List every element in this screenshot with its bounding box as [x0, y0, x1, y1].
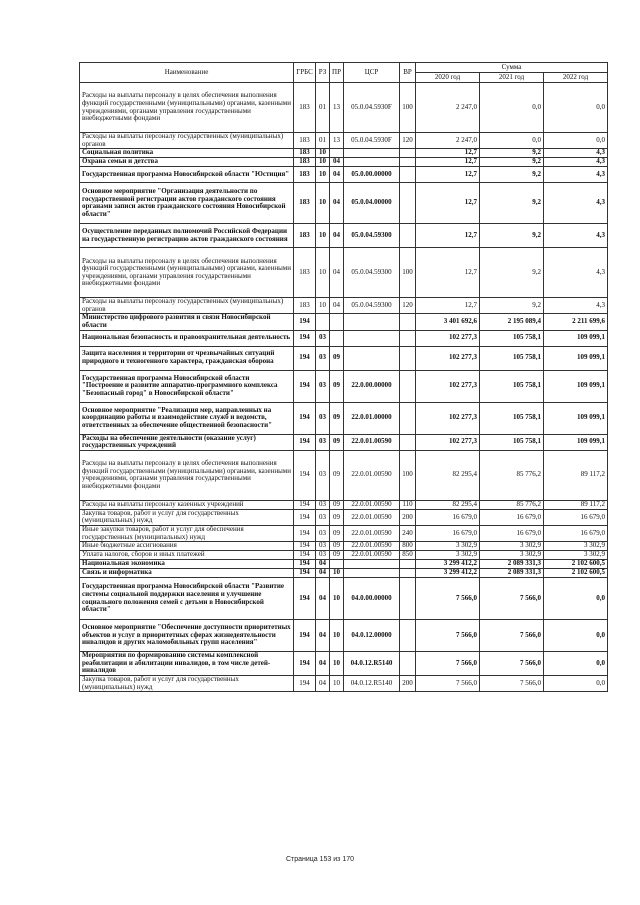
- cell-2021: 85 776,2: [480, 500, 544, 509]
- cell-name: Государственная программа Новосибирской области "Юстиция": [80, 167, 294, 183]
- table-row: [80, 402, 608, 434]
- cell-name: Осуществление переданных полномочий Российской Федерации на государственную регистрацию актов гражданского состояния: [80, 224, 294, 248]
- cell-name: Расходы на выплаты персоналу казенных учреждений: [80, 500, 294, 509]
- header-rz: РЗ: [316, 63, 330, 83]
- cell-pr: 09: [330, 370, 344, 402]
- cell-grbs: 183: [294, 298, 316, 314]
- cell-csr: [344, 330, 400, 346]
- cell-csr: 05.0.04.59300: [344, 248, 400, 298]
- cell-pr: [330, 560, 344, 569]
- cell-rz: 03: [316, 346, 330, 370]
- cell-name: Закупка товаров, работ и услуг для государственных (муниципальных) нужд: [80, 676, 294, 692]
- cell-pr: 04: [330, 224, 344, 248]
- cell-2021: 105 758,1: [480, 346, 544, 370]
- cell-grbs: 183: [294, 183, 316, 224]
- table-row: [80, 569, 608, 578]
- page-footer: Страница 153 из 170: [285, 856, 355, 863]
- cell-2022: 0,0: [544, 620, 608, 652]
- cell-vr: 100: [400, 248, 416, 298]
- cell-csr: [344, 158, 400, 167]
- header-name: Наименование: [80, 63, 294, 83]
- cell-csr: [344, 560, 400, 569]
- cell-2021: 2 089 331,3: [480, 560, 544, 569]
- cell-pr: 04: [330, 167, 344, 183]
- cell-grbs: 194: [294, 346, 316, 370]
- cell-name: Национальная безопасность и правоохранительная деятельность: [80, 330, 294, 346]
- cell-2020: 3 401 692,6: [416, 314, 480, 330]
- cell-csr: 22.0.01.00590: [344, 500, 400, 509]
- cell-2020: 12,7: [416, 224, 480, 248]
- cell-pr: 04: [330, 248, 344, 298]
- cell-2020: 3 299 412,2: [416, 569, 480, 578]
- cell-2020: 82 295,4: [416, 500, 480, 509]
- cell-rz: 03: [316, 330, 330, 346]
- cell-rz: 10: [316, 149, 330, 158]
- table-row: [80, 525, 608, 541]
- cell-2020: 102 277,3: [416, 370, 480, 402]
- cell-2021: 16 679,0: [480, 509, 544, 525]
- cell-2021: 9,2: [480, 298, 544, 314]
- header-year-2021: 2021 год: [480, 73, 544, 83]
- cell-2020: 7 566,0: [416, 620, 480, 652]
- cell-2021: 0,0: [480, 83, 544, 133]
- cell-csr: [344, 149, 400, 158]
- cell-2020: 3 299 412,2: [416, 560, 480, 569]
- table-row: [80, 298, 608, 314]
- cell-name: Охрана семьи и детства: [80, 158, 294, 167]
- cell-csr: 22.0.01.00590: [344, 509, 400, 525]
- cell-rz: 03: [316, 450, 330, 500]
- cell-name: Расходы на обеспечение деятельности (оказание услуг) государственных учреждений: [80, 434, 294, 450]
- cell-csr: 22.0.01.00590: [344, 434, 400, 450]
- cell-pr: 10: [330, 676, 344, 692]
- cell-name: Национальная экономика: [80, 560, 294, 569]
- cell-name: Социальная политика: [80, 149, 294, 158]
- cell-2020: 102 277,3: [416, 330, 480, 346]
- cell-2022: 4,3: [544, 167, 608, 183]
- cell-vr: 800: [400, 542, 416, 551]
- cell-grbs: 194: [294, 434, 316, 450]
- cell-rz: 04: [316, 620, 330, 652]
- cell-grbs: 194: [294, 652, 316, 676]
- cell-csr: 05.0.04.59300: [344, 224, 400, 248]
- cell-grbs: 194: [294, 450, 316, 500]
- cell-grbs: 194: [294, 560, 316, 569]
- cell-vr: [400, 569, 416, 578]
- cell-pr: 10: [330, 578, 344, 620]
- cell-grbs: 183: [294, 167, 316, 183]
- cell-2022: 0,0: [544, 83, 608, 133]
- cell-vr: 200: [400, 676, 416, 692]
- cell-2022: 2 102 600,5: [544, 560, 608, 569]
- cell-grbs: 194: [294, 330, 316, 346]
- cell-vr: 110: [400, 500, 416, 509]
- cell-name: Расходы на выплаты персоналу государственных (муниципальных) органов: [80, 133, 294, 149]
- cell-2022: 16 679,0: [544, 525, 608, 541]
- table-row: [80, 620, 608, 652]
- table-row: [80, 434, 608, 450]
- cell-grbs: 194: [294, 542, 316, 551]
- cell-grbs: 194: [294, 620, 316, 652]
- cell-name: Иные закупки товаров, работ и услуг для обеспечения государственных (муниципальных) нужд: [80, 525, 294, 541]
- cell-vr: [400, 183, 416, 224]
- table-row: [80, 183, 608, 224]
- header-pr: ПР: [330, 63, 344, 83]
- cell-pr: 10: [330, 569, 344, 578]
- cell-2020: 102 277,3: [416, 346, 480, 370]
- cell-2022: 2 211 699,6: [544, 314, 608, 330]
- cell-2020: 16 679,0: [416, 509, 480, 525]
- cell-csr: 04.0.00.00000: [344, 578, 400, 620]
- cell-2022: 89 117,2: [544, 500, 608, 509]
- table-row: [80, 560, 608, 569]
- cell-2021: 7 566,0: [480, 676, 544, 692]
- cell-pr: [330, 330, 344, 346]
- cell-grbs: 194: [294, 402, 316, 434]
- cell-csr: [344, 569, 400, 578]
- cell-vr: [400, 224, 416, 248]
- cell-pr: 10: [330, 620, 344, 652]
- cell-pr: 09: [330, 402, 344, 434]
- cell-grbs: 183: [294, 83, 316, 133]
- cell-grbs: 194: [294, 314, 316, 330]
- cell-vr: 100: [400, 450, 416, 500]
- cell-2021: 105 758,1: [480, 330, 544, 346]
- cell-2021: 0,0: [480, 133, 544, 149]
- cell-csr: 05.0.04.5930F: [344, 133, 400, 149]
- cell-2021: 9,2: [480, 248, 544, 298]
- cell-grbs: 183: [294, 224, 316, 248]
- header-year-2020: 2020 год: [416, 73, 480, 83]
- cell-2022: 0,0: [544, 676, 608, 692]
- cell-rz: 03: [316, 402, 330, 434]
- cell-2020: 12,7: [416, 158, 480, 167]
- cell-rz: 10: [316, 183, 330, 224]
- cell-name: Иные бюджетные ассигнования: [80, 542, 294, 551]
- cell-csr: 05.0.04.59300: [344, 298, 400, 314]
- cell-name: Расходы на выплаты персоналу государственных (муниципальных) органов: [80, 298, 294, 314]
- cell-pr: 13: [330, 83, 344, 133]
- cell-2020: 16 679,0: [416, 525, 480, 541]
- cell-2022: 0,0: [544, 652, 608, 676]
- table-row: [80, 370, 608, 402]
- cell-csr: [344, 314, 400, 330]
- cell-rz: 01: [316, 83, 330, 133]
- cell-2022: 109 099,1: [544, 402, 608, 434]
- cell-grbs: 183: [294, 133, 316, 149]
- header-year-2022: 2022 год: [544, 73, 608, 83]
- table-row: [80, 167, 608, 183]
- cell-pr: 09: [330, 509, 344, 525]
- cell-2020: 102 277,3: [416, 434, 480, 450]
- cell-2020: 12,7: [416, 183, 480, 224]
- cell-2022: 4,3: [544, 183, 608, 224]
- cell-pr: 09: [330, 525, 344, 541]
- cell-pr: 09: [330, 500, 344, 509]
- cell-name: Связь и информатика: [80, 569, 294, 578]
- cell-rz: 04: [316, 569, 330, 578]
- cell-name: Расходы на выплаты персоналу в целях обеспечения выполнения функций государственными (муниципальными) органами, казенными учреждениями, органами управления государственными внебюджетными фондами: [80, 248, 294, 298]
- cell-2022: 0,0: [544, 578, 608, 620]
- cell-2022: 3 302,9: [544, 542, 608, 551]
- cell-rz: 10: [316, 248, 330, 298]
- cell-2022: 0,0: [544, 133, 608, 149]
- cell-name: Министерство цифрового развития и связи Новосибирской области: [80, 314, 294, 330]
- cell-2022: 109 099,1: [544, 434, 608, 450]
- cell-csr: 22.0.01.00000: [344, 402, 400, 434]
- cell-csr: 22.0.00.00000: [344, 370, 400, 402]
- cell-2021: 9,2: [480, 183, 544, 224]
- cell-name: Государственная программа Новосибирской области "Развитие системы социальной поддержки населения и улучшение социального положения семей с детьми в Новосибирской области": [80, 578, 294, 620]
- cell-pr: [330, 149, 344, 158]
- table-row: [80, 652, 608, 676]
- table-row: [80, 509, 608, 525]
- cell-2020: 12,7: [416, 167, 480, 183]
- cell-grbs: 194: [294, 370, 316, 402]
- table-row: [80, 551, 608, 560]
- cell-pr: 09: [330, 542, 344, 551]
- table-row: [80, 330, 608, 346]
- cell-grbs: 194: [294, 551, 316, 560]
- cell-2020: 12,7: [416, 248, 480, 298]
- table-row: [80, 133, 608, 149]
- cell-rz: 04: [316, 652, 330, 676]
- cell-pr: 09: [330, 450, 344, 500]
- cell-rz: 10: [316, 298, 330, 314]
- cell-2022: 3 302,9: [544, 551, 608, 560]
- cell-2022: 89 117,2: [544, 450, 608, 500]
- cell-rz: 04: [316, 560, 330, 569]
- cell-name: Закупка товаров, работ и услуг для государственных (муниципальных) нужд: [80, 509, 294, 525]
- cell-2022: 2 102 600,5: [544, 569, 608, 578]
- cell-rz: 01: [316, 133, 330, 149]
- cell-2021: 9,2: [480, 149, 544, 158]
- cell-2020: 3 302,9: [416, 542, 480, 551]
- cell-2021: 9,2: [480, 224, 544, 248]
- budget-table: [79, 62, 608, 692]
- cell-grbs: 194: [294, 676, 316, 692]
- cell-rz: 03: [316, 370, 330, 402]
- cell-csr: 22.0.01.00590: [344, 525, 400, 541]
- header-csr: ЦСР: [344, 63, 400, 83]
- cell-vr: [400, 434, 416, 450]
- cell-2021: 85 776,2: [480, 450, 544, 500]
- table-row: [80, 158, 608, 167]
- cell-pr: 09: [330, 346, 344, 370]
- table-row: [80, 248, 608, 298]
- cell-2022: 109 099,1: [544, 330, 608, 346]
- cell-grbs: 194: [294, 569, 316, 578]
- cell-rz: 10: [316, 158, 330, 167]
- cell-csr: 22.0.01.00590: [344, 542, 400, 551]
- cell-2021: 105 758,1: [480, 402, 544, 434]
- cell-csr: 22.0.01.00590: [344, 450, 400, 500]
- cell-2022: 109 099,1: [544, 346, 608, 370]
- table-header-row: [80, 63, 608, 73]
- table-row: [80, 224, 608, 248]
- cell-name: Основное мероприятие "Обеспечение доступности приоритетных объектов и услуг в приоритетных сферах жизнедеятельности инвалидов и других маломобильных групп населения": [80, 620, 294, 652]
- table-row: [80, 83, 608, 133]
- cell-vr: [400, 330, 416, 346]
- cell-2020: 12,7: [416, 149, 480, 158]
- cell-2022: 4,3: [544, 149, 608, 158]
- cell-csr: 05.0.04.00000: [344, 183, 400, 224]
- cell-grbs: 194: [294, 578, 316, 620]
- cell-2020: 3 302,9: [416, 551, 480, 560]
- cell-vr: [400, 149, 416, 158]
- cell-vr: [400, 314, 416, 330]
- cell-rz: 03: [316, 551, 330, 560]
- cell-pr: 10: [330, 652, 344, 676]
- cell-vr: [400, 158, 416, 167]
- cell-2020: 82 295,4: [416, 450, 480, 500]
- cell-2022: 16 679,0: [544, 509, 608, 525]
- cell-2022: 109 099,1: [544, 370, 608, 402]
- cell-name: Государственная программа Новосибирской области "Построение и развитие аппаратно-программного комплекса "Безопасный город" в Новосибирской области": [80, 370, 294, 402]
- cell-csr: 04.0.12.R5140: [344, 652, 400, 676]
- cell-2022: 4,3: [544, 298, 608, 314]
- cell-name: Основное мероприятие "Реализация мер, направленных на координацию работы и взаимодействие служб и ведомств, ответственных за обеспечение общественной безопасности": [80, 402, 294, 434]
- cell-2021: 2 089 331,3: [480, 569, 544, 578]
- cell-2021: 105 758,1: [480, 434, 544, 450]
- cell-csr: 04.0.12.00000: [344, 620, 400, 652]
- cell-rz: 03: [316, 542, 330, 551]
- cell-rz: 03: [316, 434, 330, 450]
- cell-2020: 7 566,0: [416, 676, 480, 692]
- table-row: [80, 676, 608, 692]
- cell-pr: 04: [330, 183, 344, 224]
- cell-csr: 04.0.12.R5140: [344, 676, 400, 692]
- cell-2020: 7 566,0: [416, 578, 480, 620]
- cell-pr: 09: [330, 434, 344, 450]
- cell-2021: 3 302,9: [480, 551, 544, 560]
- cell-name: Расходы на выплаты персоналу в целях обеспечения выполнения функций государственными (муниципальными) органами, казенными учреждениями, органами управления государственными внебюджетными фондами: [80, 83, 294, 133]
- cell-rz: 10: [316, 224, 330, 248]
- cell-rz: 04: [316, 676, 330, 692]
- table-row: [80, 542, 608, 551]
- cell-name: Основное мероприятие "Организация деятельности по государственной регистрации актов гражданского состояния органами записи актов гражданского состояния Новосибирской области": [80, 183, 294, 224]
- cell-vr: [400, 560, 416, 569]
- cell-vr: 850: [400, 551, 416, 560]
- cell-name: Защита населения и территории от чрезвычайных ситуаций природного и техногенного характера, гражданская оборона: [80, 346, 294, 370]
- cell-2022: 4,3: [544, 248, 608, 298]
- cell-2020: 2 247,0: [416, 83, 480, 133]
- cell-vr: [400, 652, 416, 676]
- cell-2021: 16 679,0: [480, 525, 544, 541]
- cell-name: Расходы на выплаты персоналу в целях обеспечения выполнения функций государственными (муниципальными) органами, казенными учреждениями, органами управления государственными внебюджетными фондами: [80, 450, 294, 500]
- cell-2022: 4,3: [544, 224, 608, 248]
- table-row: [80, 578, 608, 620]
- cell-pr: [330, 314, 344, 330]
- cell-2021: 7 566,0: [480, 652, 544, 676]
- cell-2020: 7 566,0: [416, 652, 480, 676]
- cell-csr: 05.0.00.00000: [344, 167, 400, 183]
- cell-2020: 2 247,0: [416, 133, 480, 149]
- cell-vr: 100: [400, 83, 416, 133]
- cell-csr: 22.0.01.00590: [344, 551, 400, 560]
- cell-csr: 05.0.04.5930F: [344, 83, 400, 133]
- header-grbs: ГРБС: [294, 63, 316, 83]
- cell-vr: 240: [400, 525, 416, 541]
- table-row: [80, 149, 608, 158]
- table-row: [80, 500, 608, 509]
- cell-2021: 2 195 089,4: [480, 314, 544, 330]
- cell-vr: [400, 620, 416, 652]
- cell-grbs: 183: [294, 248, 316, 298]
- cell-2021: 7 566,0: [480, 578, 544, 620]
- cell-2021: 3 302,9: [480, 542, 544, 551]
- cell-2021: 9,2: [480, 167, 544, 183]
- cell-rz: 10: [316, 167, 330, 183]
- cell-vr: [400, 370, 416, 402]
- cell-2021: 105 758,1: [480, 370, 544, 402]
- cell-vr: [400, 578, 416, 620]
- cell-rz: 03: [316, 500, 330, 509]
- cell-rz: 03: [316, 525, 330, 541]
- cell-2021: 7 566,0: [480, 620, 544, 652]
- cell-name: Мероприятия по формированию системы комплексной реабилитации и абилитации инвалидов, в том числе детей-инвалидов: [80, 652, 294, 676]
- cell-grbs: 194: [294, 509, 316, 525]
- cell-vr: [400, 402, 416, 434]
- cell-rz: [316, 314, 330, 330]
- cell-2020: 12,7: [416, 298, 480, 314]
- cell-name: Уплата налогов, сборов и иных платежей: [80, 551, 294, 560]
- cell-vr: 200: [400, 509, 416, 525]
- cell-pr: 09: [330, 551, 344, 560]
- header-sum: Сумма: [416, 63, 608, 73]
- cell-rz: 03: [316, 509, 330, 525]
- cell-pr: 13: [330, 133, 344, 149]
- table-row: [80, 450, 608, 500]
- cell-pr: 04: [330, 158, 344, 167]
- cell-vr: 120: [400, 298, 416, 314]
- cell-grbs: 194: [294, 525, 316, 541]
- cell-grbs: 194: [294, 500, 316, 509]
- cell-2022: 4,3: [544, 158, 608, 167]
- cell-csr: [344, 346, 400, 370]
- cell-2020: 102 277,3: [416, 402, 480, 434]
- cell-vr: 120: [400, 133, 416, 149]
- cell-grbs: 183: [294, 149, 316, 158]
- cell-2021: 9,2: [480, 158, 544, 167]
- table-body: [80, 83, 608, 692]
- table-row: [80, 346, 608, 370]
- cell-rz: 04: [316, 578, 330, 620]
- table-row: [80, 314, 608, 330]
- header-vr: ВР: [400, 63, 416, 83]
- cell-pr: 04: [330, 298, 344, 314]
- cell-vr: [400, 167, 416, 183]
- cell-vr: [400, 346, 416, 370]
- cell-grbs: 183: [294, 158, 316, 167]
